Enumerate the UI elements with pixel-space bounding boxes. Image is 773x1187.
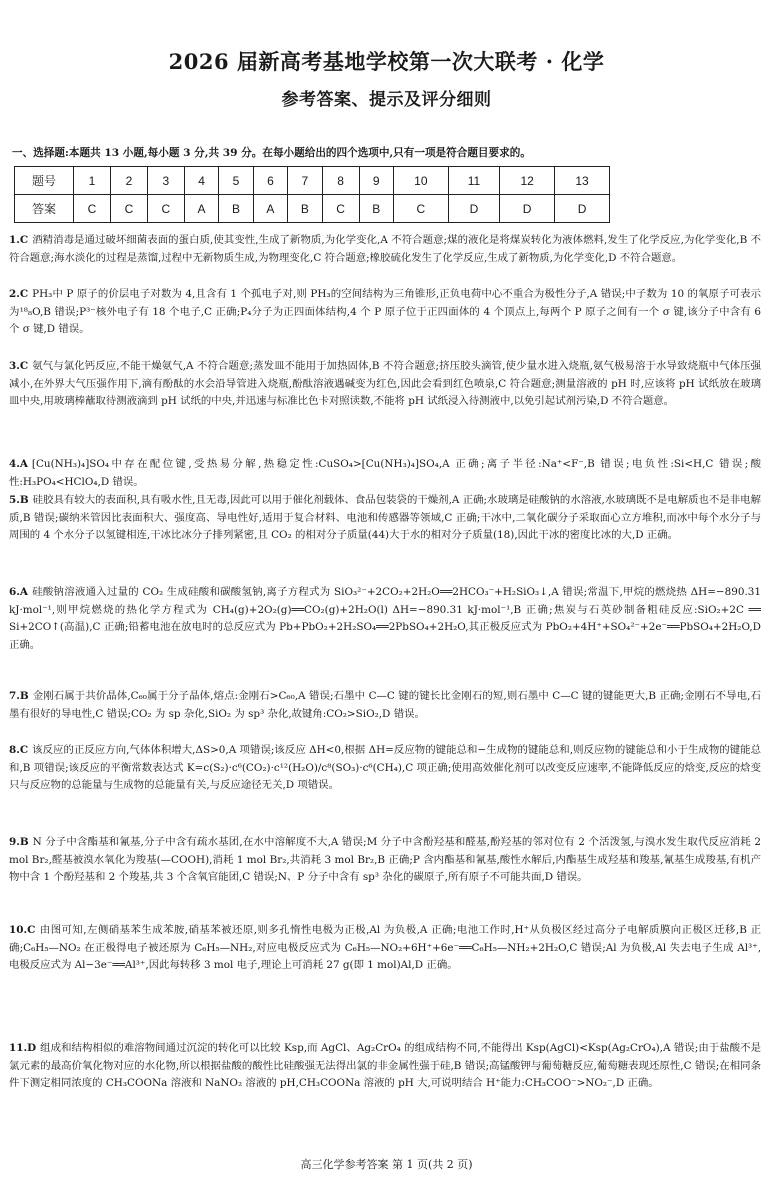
answer-cell: C [322,195,359,223]
explanation-number: 5.B [9,494,29,506]
explanation-text: 组成和结构相似的难溶物间通过沉淀的转化可以比较 Ksp,而 AgCl、Ag₂CrO₄ 的组成结构不同,不能得出 Ksp(AgCl)<Ksp(Ag₂CrO₄),A 错误;由于盐酸不是氯元素的最高价氧化物对应的水化物,所以根据盐酸的酸性比硅酸强无法得出氯的非金属性强于硅,B 错误;高锰酸钾与葡萄糖反应,葡萄糖表现还原性,C 错误;在相同条件下测定相同浓度的 CH₃COONa 溶液和 NaNO₂ 溶液的 pH,CH₃COONa 溶液的 pH 大,可说明结合 H⁺能力:CH₃COO⁻>NO₂⁻,D 正确。 [9,1042,761,1089]
question-number: 10 [393,167,448,195]
explanation-8 [9,742,761,795]
explanation-5 [9,492,761,545]
explanation-text: PH₃中 P 原子的价层电子对数为 4,且含有 1 个孤电子对,则 PH₃的空间结构为三角锥形,正负电荷中心不重合为极性分子,A 错误;中子数为 10 的氧原子可表示为¹⁸₈O,B 错误;P³⁻核外电子有 18 个电子,C 正确;P₄分子为正四面体结构,4 个 P 原子位于正四面体的 4 个顶点上,每两个 P 原子之间有一个 σ 键,该分子中含有 6 个 σ 键,D 错误。 [9,288,761,335]
explanation-text: 由图可知,左侧硝基苯生成苯胺,硝基苯被还原,则多孔惰性电极为正极,Al 为负极,A 正确;电池工作时,H⁺从负极区经过高分子电解质膜向正极区迁移,B 正确;C₆H₅—NO₂ 在正极得电子被还原为 C₆H₅—NH₂,对应电极反应式为 C₆H₅—NO₂+6H⁺+6e⁻══C₆H₅—NH₂+2H₂O,C 错误;Al 为负极,Al 失去电子生成 Al³⁺,电极反应式为 Al−3e⁻══Al³⁺,因此每转移 3 mol 电子,理论上可消耗 27 g(即 1 mol)Al,D 正确。 [9,924,761,971]
explanation-number: 4.A [9,458,28,470]
explanation-text: 氨气与氯化钙反应,不能干燥氨气,A 不符合题意;蒸发皿不能用于加热固体,B 不符合题意;挤压胶头滴管,使少量水进入烧瓶,氨气极易溶于水导致烧瓶中气体压强减小,在外界大气压强作用下,滴有酚酞的水会沿导管进入烧瓶,酚酞溶液遇碱变为红色,因此会看到红色喷泉,C 符合题意;测量溶液的 pH 时,应该将 pH 试纸放在玻璃皿中央,用玻璃棒蘸取待测液滴到 pH 试纸的中央,并迅速与标准比色卡对照读数,不能将 pH 试纸浸入待测液中,以免引起试剂污染,D 不符合题意。 [9,360,761,407]
answer-cell: B [288,195,322,223]
explanation-2 [9,286,761,339]
explanation-6 [9,584,761,654]
explanation-number: 7.B [9,690,29,702]
question-number: 9 [359,167,393,195]
question-number: 12 [500,167,555,195]
question-number: 13 [555,167,610,195]
answer-table [14,166,610,223]
explanation-10 [9,922,761,975]
explanation-text: [Cu(NH₃)₄]SO₄中存在配位键,受热易分解,热稳定性:CuSO₄>[Cu(NH₃)₄]SO₄,A 正确;离子半径:Na⁺<F⁻,B 错误;电负性:Si<H,C 错误;酸性:H₃PO₄<HClO₄,D 错误。 [9,458,761,488]
answer-cell: B [359,195,393,223]
explanation-7 [9,688,761,723]
explanation-number: 8.C [9,744,29,756]
explanation-number: 6.A [9,586,28,598]
answer-cell: A [184,195,218,223]
answer-cell: B [219,195,253,223]
explanation-11 [9,1040,761,1093]
question-number: 11 [448,167,499,195]
question-number: 6 [253,167,287,195]
answer-cell: A [253,195,287,223]
answer-cell: D [555,195,610,223]
section-heading: 一、选择题:本题共 13 小题,每小题 3 分,共 39 分。在每小题给出的四个选项中,只有一项是符合题目要求的。 [12,147,531,159]
explanation-number: 9.B [9,836,29,848]
question-number: 8 [322,167,359,195]
answer-cell: D [448,195,499,223]
answer-row [15,195,610,223]
explanation-1 [9,232,761,267]
answer-cell: C [393,195,448,223]
question-number: 1 [74,167,111,195]
row-label: 答案 [15,195,74,223]
page-subtitle: 参考答案、提示及评分细则 [281,90,492,110]
page-title: 2026 届新高考基地学校第一次大联考 · 化学 [168,49,605,74]
explanation-number: 10.C [9,924,36,936]
explanation-text: N 分子中含酯基和氰基,分子中含有疏水基团,在水中溶解度不大,A 错误;M 分子中含酚羟基和醛基,酚羟基的邻对位有 2 个活泼氢,与溴水发生取代反应消耗 2 mol Br₂,醛基被溴水氧化为羧基(—COOH),消耗 1 mol Br₂,共消耗 3 mol Br₂,B 正确;P 含内酯基和氰基,酸性水解后,内酯基生成羟基和羧基,氰基生成羧基,有机产物中含 1 个酚羟基和 2 个羧基,共 3 个含氧官能团,C 错误;N、P 分子中含有 sp³ 杂化的碳原子,所有原子不可能共面,D 错误。 [9,836,761,883]
question-number-row [15,167,610,195]
question-number: 3 [147,167,184,195]
explanation-text: 金刚石属于共价晶体,C₆₀属于分子晶体,熔点:金刚石>C₆₀,A 错误;石墨中 C—C 键的键长比金刚石的短,则石墨中 C—C 键的键能更大,B 正确;金刚石不导电,石墨有很好的导电性,C 错误;CO₂ 为 sp 杂化,SiO₂ 为 sp³ 杂化,故键角:CO₂>SiO₂,D 错误。 [9,690,761,720]
question-number: 4 [184,167,218,195]
explanation-number: 1.C [9,234,29,246]
answer-cell: C [147,195,184,223]
explanation-text: 酒精消毒是通过破坏细菌表面的蛋白质,使其变性,生成了新物质,为化学变化,A 不符合题意;煤的液化是将煤炭转化为液体燃料,发生了化学反应,为化学变化,B 不符合题意;海水淡化的过程是蒸馏,过程中无新物质生成,为物理变化,C 符合题意;橡胶硫化发生了化学反应,生成了新物质,为化学变化,D 不符合题意。 [9,234,761,264]
explanation-number: 3.C [9,360,29,372]
explanation-number: 11.D [9,1042,37,1054]
question-number: 7 [288,167,322,195]
row-label: 题号 [15,167,74,195]
question-number: 5 [219,167,253,195]
explanation-3 [9,358,761,411]
explanation-number: 2.C [9,288,29,300]
answer-cell: C [110,195,147,223]
question-number: 2 [110,167,147,195]
explanation-text: 硅胶具有较大的表面积,具有吸水性,且无毒,因此可以用于催化剂载体、食品包装袋的干燥剂,A 正确;水玻璃是硅酸钠的水溶液,水玻璃既不是电解质也不是非电解质,B 错误;碳纳米管因比表面积大、强度高、导电性好,适用于复合材料、电池和传感器等领域,C 正确;干冰中,二氧化碳分子采取面心立方堆积,而冰中每个水分子与周围的 4 个水分子以氢键相连,干冰比冰分子排列紧密,且 CO₂ 的相对分子质量(44)大于水的相对分子质量(18),因此干冰的密度比冰的大,D 正确。 [9,494,761,541]
explanation-text: 该反应的正反应方向,气体体积增大,ΔS>0,A 项错误;该反应 ΔH<0,根据 ΔH=反应物的键能总和−生成物的键能总和,则反应物的键能总和小于生成物的键能总和,B 项错误;该反应的平衡常数表达式 K=c(S₂)·c⁶(CO₂)·c¹²(H₂O)/c⁸(SO₃)·c⁶(CH₄),C 项正确;使用高效催化剂可以改变反应速率,不能降低反应的焓变,反应的焓变只与反应物的总能量与生成物的总能量有关,与反应途径无关,D 项错误。 [9,744,761,791]
page-footer: 高三化学参考答案 第 1 页(共 2 页) [300,1158,473,1171]
explanation-9 [9,834,761,887]
explanation-text: 硅酸钠溶液通入过量的 CO₂ 生成硅酸和碳酸氢钠,离子方程式为 SiO₃²⁻+2CO₂+2H₂O══2HCO₃⁻+H₂SiO₃↓,A 错误;常温下,甲烷的燃烧热 ΔH=−890.31 kJ·mol⁻¹,则甲烷燃烧的热化学方程式为 CH₄(g)+2O₂(g)══CO₂(g)+2H₂O(l) ΔH=−890.31 kJ·mol⁻¹,B 正确;焦炭与石英砂制备粗硅反应:SiO₂+2C ══ Si+2CO↑(高温),C 正确;铅蓄电池在放电时的总反应式为 Pb+PbO₂+2H₂SO₄══2PbSO₄+2H₂O,其正极反应式为 PbO₂+4H⁺+SO₄²⁻+2e⁻══PbSO₄+2H₂O,D 正确。 [9,586,761,651]
explanation-4 [9,456,761,491]
answer-cell: D [500,195,555,223]
answer-cell: C [74,195,111,223]
